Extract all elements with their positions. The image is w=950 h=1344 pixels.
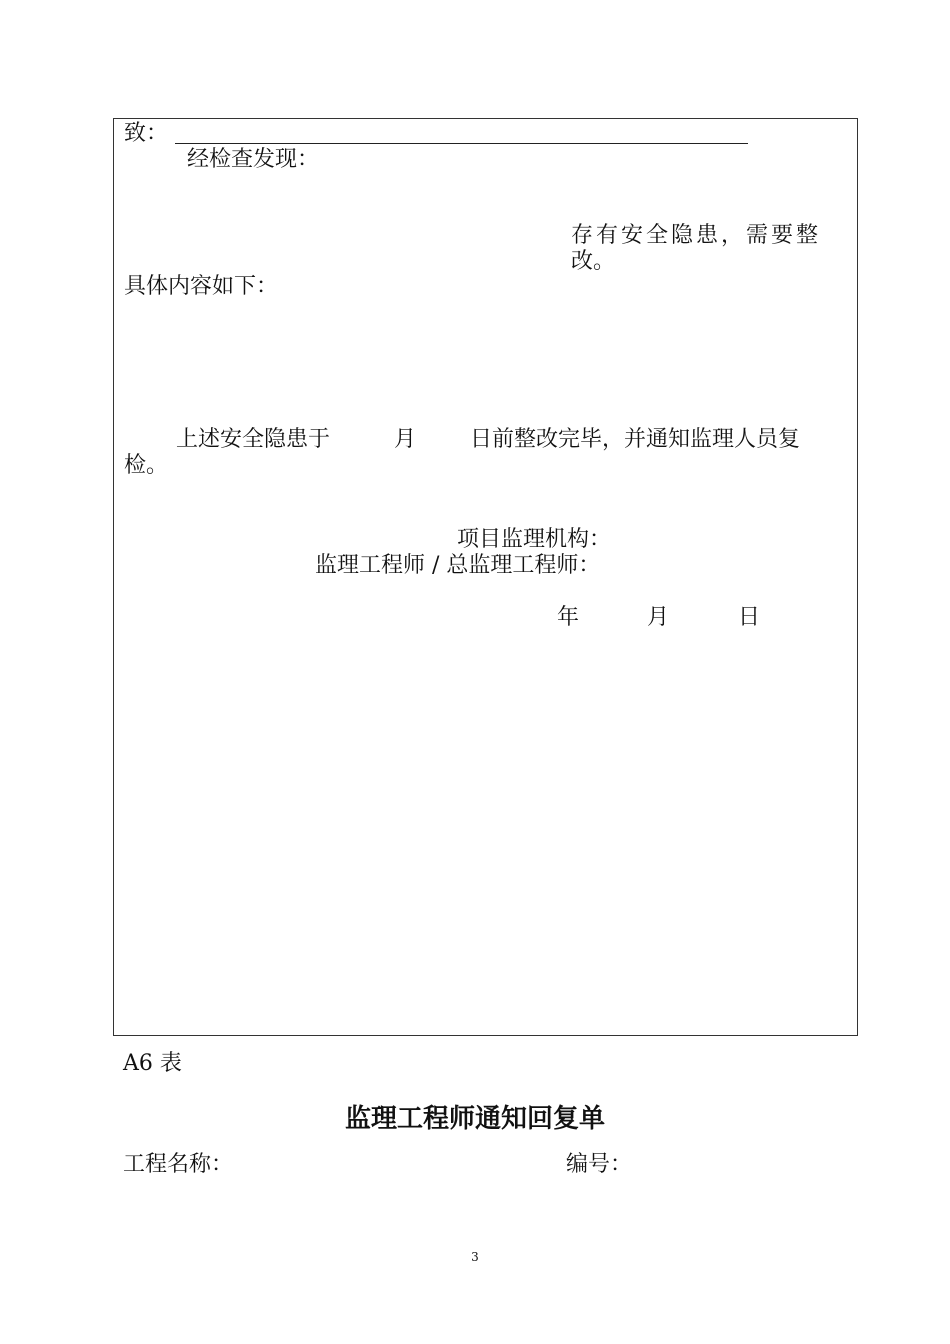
deadline-month: 月 [394,427,417,452]
hazard-text-line2: 改。 [571,249,616,274]
engineer-signature-label: 监理工程师 / 总监理工程师： [315,553,601,578]
hazard-text-line1: 存有安全隐患，需要整 [571,223,822,248]
date-year: 年 [557,605,580,630]
project-name-label: 工程名称： [123,1152,234,1177]
details-label: 具体内容如下： [124,274,279,299]
number-label: 编号： [566,1152,633,1177]
found-label: 经检查发现： [187,147,320,172]
recipient-underline [175,143,748,144]
project-org-label: 项目监理机构： [457,527,612,552]
deadline-line2: 检。 [124,453,169,478]
date-day: 日 [738,605,761,630]
form-title: 监理工程师通知回复单 [344,1104,605,1134]
to-label: 致： [124,121,169,146]
safety-notice-box [113,118,858,1036]
deadline-suffix: 日前整改完毕，并通知监理人员复 [470,427,801,452]
deadline-prefix: 上述安全隐患于 [176,427,331,452]
date-month: 月 [647,605,670,630]
page-number: 3 [471,1250,479,1264]
form-code: A6 表 [123,1051,182,1076]
